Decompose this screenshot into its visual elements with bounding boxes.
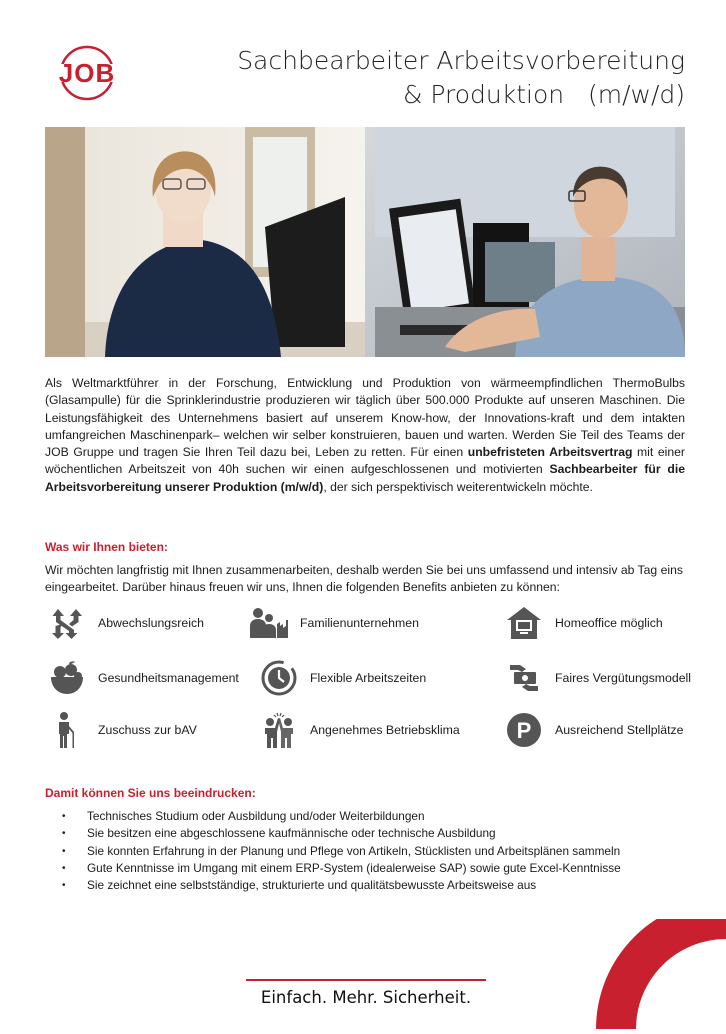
svg-text:JOB: JOB [58, 58, 116, 88]
benefit-label: Familienunternehmen [300, 616, 419, 630]
list-item: • Sie konnten Erfahrung in der Planung und Pflege von Artikeln, Stücklisten und Arbeitsplänen sammeln [62, 843, 621, 860]
job-title-line-1: Sachbearbeiter Arbeitsvorbereitung [237, 46, 685, 75]
benefit-item [250, 603, 419, 643]
benefit-label: Homeoffice möglich [555, 616, 663, 630]
requirements-list [62, 808, 621, 894]
benefit-label: Abwechslungsreich [98, 616, 204, 630]
list-item: • Sie besitzen eine abgeschlossene kaufmännische oder technische Ausbildung [62, 825, 621, 842]
home-office-icon [505, 604, 543, 642]
intro-text-1: Als Weltmarktführer in der Forschung, Entwicklung und Produktion von wärmeempfindlichen ThermoBulbs (Glasampulle) für die Sprinklerindustrie produzieren wir täglich über 500.000 Produkte auf unseren Maschinen. Die Leistungsfähigkeit des Unternehmens basiert auf unserem Know-how, der Innovations-kraft und dem intakten umfangreichen Maschinenpark– welchen wir selber konstruieren, bauen und warten. Werden Sie Teil des Teams der JOB Gruppe und tragen Sie Ihren Teil dazu bei, Leben zu retten. Für einen [45, 376, 685, 460]
benefit-label: Faires Vergütungsmodell [555, 671, 692, 685]
high-five-icon [260, 711, 298, 749]
fruit-basket-icon [48, 659, 86, 697]
footer-slogan: Einfach. Mehr. Sicherheit. [260, 988, 472, 1007]
benefit-label: Angenehmes Betriebsklima [310, 723, 460, 737]
family-business-icon [250, 604, 288, 642]
benefit-item [505, 603, 663, 643]
intro-bold-contract: unbefristeten Arbeitsvertrag [467, 445, 633, 460]
header-photo [45, 127, 685, 357]
intro-text-3: , der sich perspektivisch weiterentwickeln möchte. [323, 479, 593, 494]
benefit-item [260, 658, 426, 698]
intro-text-2: mit einer wöchentlichen Arbeitszeit von 40h suchen wir einen aufgeschlossenen und motivierten [45, 445, 685, 477]
list-item: • Technisches Studium oder Ausbildung und/oder Weiterbildungen [62, 808, 621, 825]
offer-heading: Was wir Ihnen bieten: [45, 540, 168, 554]
offer-paragraph: Wir möchten langfristig mit Ihnen zusammenarbeiten, deshalb werden Sie bei uns umfassend und intensiv ab Tag eins eingearbeitet. Darüber hinaus freuen wir uns, Ihnen die folgenden Benefits anbieten zu können: [45, 563, 683, 595]
money-hands-icon [505, 659, 543, 697]
benefit-item [505, 710, 684, 750]
intro-paragraph [45, 375, 685, 496]
benefit-label: Zuschuss zur bAV [98, 723, 197, 737]
benefit-item [48, 603, 204, 643]
requirements-heading: Damit können Sie uns beeindrucken: [45, 786, 256, 800]
benefit-label: Flexible Arbeitszeiten [310, 671, 427, 685]
job-logo [42, 44, 132, 102]
elderly-person-icon [48, 711, 86, 749]
corner-arc-decoration [596, 919, 726, 1029]
job-title [237, 44, 685, 112]
footer-divider [246, 979, 486, 981]
parking-icon [505, 711, 543, 749]
list-item: • Sie zeichnet eine selbstständige, strukturierte und qualitätsbewusste Arbeitsweise aus [62, 877, 621, 894]
benefit-item [260, 710, 460, 750]
benefit-item [505, 658, 691, 698]
job-title-line-2: & Produktion (m/w/d) [402, 80, 685, 109]
benefit-item [48, 710, 197, 750]
benefit-item [48, 658, 239, 698]
intro-bold-position: Sachbearbeiter für die Arbeitsvorbereitung unserer Produktion (m/w/d) [45, 462, 685, 494]
svg-text:P: P [516, 718, 532, 743]
clock-icon [260, 659, 298, 697]
benefit-label: Ausreichend Stellplätze [555, 723, 684, 737]
list-item: • Gute Kenntnisse im Umgang mit einem ERP-System (idealerweise SAP) sowie gute Excel-Kenntnisse [62, 860, 621, 877]
benefit-label: Gesundheitsmanagement [98, 671, 239, 685]
arrows-icon [48, 604, 86, 642]
